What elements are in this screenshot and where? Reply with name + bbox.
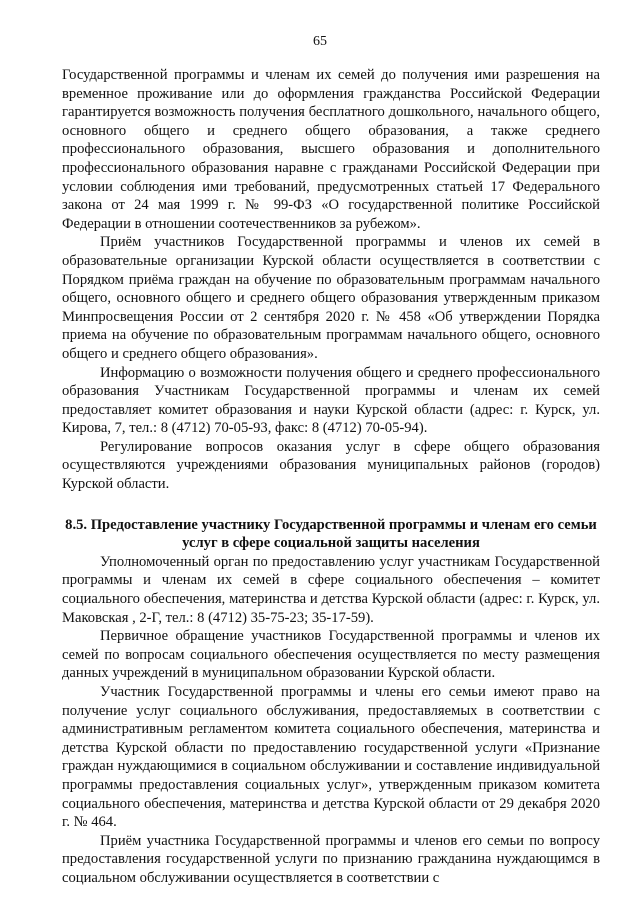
section-heading-social-protection: 8.5. Предоставление участнику Государственной программы и членам его семьи услуг в сфере социальной защиты населения xyxy=(65,516,597,552)
paragraph-reception-procedure: Приём участника Государственной программы и членов его семьи по вопросу предоставления государственной услуги по признанию гражданина нуждающимся в социальном обслуживании осуществляется в соответствии с xyxy=(62,832,600,886)
page-number: 65 xyxy=(313,34,327,49)
paragraph-social-services-right: Участник Государственной программы и члены его семьи имеют право на получение услуг социального обслуживания, предоставляемых в соответствии с административным регламентом комитета социального обеспечения, материнства и детства Курской области по предоставлению государственной услуги «Признание граждан нуждающимися в социальном обслуживании и составление индивидуальной программы предоставления социальных услуг», утвержденным приказом комитета социального обеспечения, материнства и детства Курской области от 29 декабря 2020 г. № 464. xyxy=(62,684,600,831)
paragraph-education-regulation: Регулирование вопросов оказания услуг в сфере общего образования осуществляются учреждениями образования муниципальных районов (городов) Курской области. xyxy=(62,438,600,493)
paragraph-education-contacts: Информацию о возможности получения общего и среднего профессионального образования Участникам Государственной программы и членам их семей предоставляет комитет образования и науки Курской области (адрес: г. Курск, ул. Кирова, 7, тел.: 8 (4712) 70-05-93, факс: 8 (4712) 70-05-94). xyxy=(62,364,600,437)
paragraph-initial-request: Первичное обращение участников Государственной программы и членов их семей по вопросам социального обеспечения осуществляется по месту размещения данных учреждений в муниципальном образовании Курской области. xyxy=(62,628,600,682)
paragraph-admission-procedure: Приём участников Государственной программы и членов их семей в образовательные организации Курской области осуществляется в соответствии с Порядком приёма граждан на обучение по образовательным программам начального общего, основного общего и среднего общего образования утвержденным приказом Минпросвещения России от 2 сентября 2020 г. № 458 «Об утверждении Порядка приема на обучение по образовательным программам начального общего, основного общего и среднего общего образования». xyxy=(62,234,600,362)
paragraph-education-rights: Государственной программы и членам их семей до получения ими разрешения на временное проживание или до оформления гражданства Российской Федерации гарантируется возможность получения бесплатного дошкольного, начального общего, основного общего и среднего общего образования, а также среднего профессионального образования, высшего образования и дополнительного профессионального образования наравне с гражданами Российской Федерации при условии соблюдения ими требований, предусмотренных статьей 17 Федерального закона от 24 мая 1999 г. № 99-ФЗ «О государственной политике Российской Федерации в отношении соотечественников за рубежом». xyxy=(62,67,600,232)
document-body xyxy=(62,66,600,888)
paragraph-authorized-body: Уполномоченный орган по предоставлению услуг участникам Государственной программы и членам их семей в сфере социального обеспечения – комитет социального обеспечения, материнства и детства Курской области (адрес: г. Курск, ул. Маковская , 2-Г, тел.: 8 (4712) 35-75-23; 35-17-59). xyxy=(62,553,600,626)
